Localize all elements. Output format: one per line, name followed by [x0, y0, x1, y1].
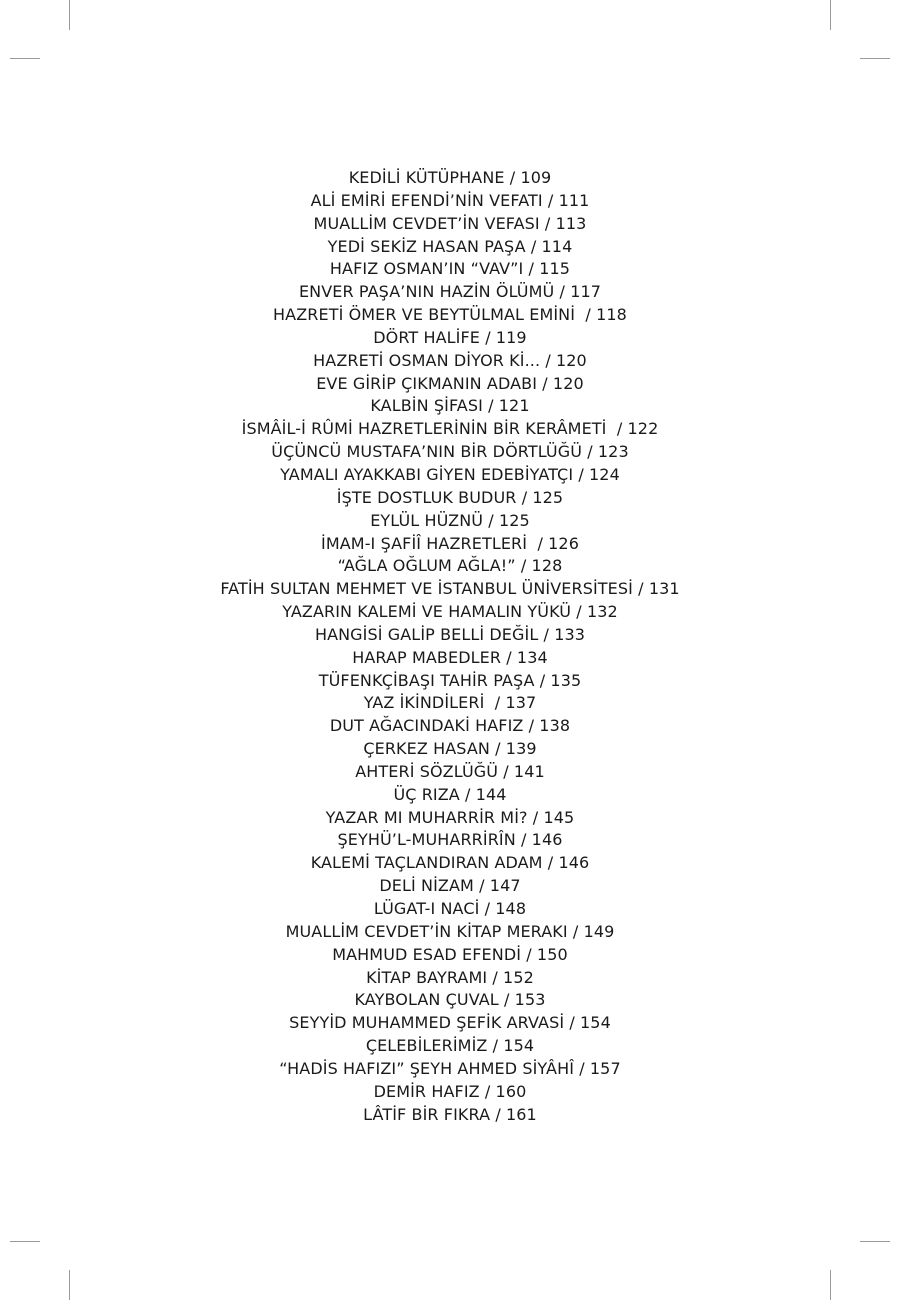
toc-entry: YAMALI AYAKKABI GİYEN EDEBİYATÇI / 124	[280, 464, 620, 484]
toc-entry: DUT AĞACINDAKİ HAFIZ / 138	[329, 716, 571, 736]
toc-entry: KİTAP BAYRAMI / 152	[366, 967, 534, 987]
toc-entry: HAFIZ OSMAN’IN “VAV”I / 115	[329, 259, 571, 279]
toc-entry: “AĞLA OĞLUM AĞLA!” / 128	[337, 556, 563, 576]
toc-entry: KEDİLİ KÜTÜPHANE / 109	[348, 168, 552, 187]
toc-entry: ÜÇ RIZA / 144	[393, 784, 507, 804]
crop-mark-bottom-right-vertical	[830, 1270, 831, 1300]
toc-entry: YAZ İKİNDİLERİ / 137	[363, 693, 537, 713]
toc-entry: YEDİ SEKİZ HASAN PAŞA / 114	[327, 236, 573, 256]
toc-entry: DEMİR HAFIZ / 160	[373, 1081, 527, 1101]
toc-entry: MAHMUD ESAD EFENDİ / 150	[332, 944, 568, 964]
toc-entry: DÖRT HALİFE / 119	[373, 327, 527, 347]
toc-entry: MUALLİM CEVDET’İN KİTAP MERAKI / 149	[285, 921, 615, 941]
toc-entry: İMAM-I ŞAFİÎ HAZRETLERİ / 126	[321, 533, 579, 553]
toc-entry: TÜFENKÇİBAŞI TAHİR PAŞA / 135	[318, 670, 582, 690]
crop-mark-top-right-horizontal	[860, 58, 890, 59]
toc-entry: FATİH SULTAN MEHMET VE İSTANBUL ÜNİVERSİTESİ / 131	[220, 579, 680, 599]
toc-entry: EVE GİRİP ÇIKMANIN ADABI / 120	[316, 373, 584, 393]
toc-entry: İŞTE DOSTLUK BUDUR / 125	[336, 487, 564, 507]
toc-entry: HAZRETİ ÖMER VE BEYTÜLMAL EMİNİ / 118	[273, 305, 627, 325]
toc-entry: ÇELEBİLERİMİZ / 154	[365, 1036, 535, 1056]
toc-entry: DELİ NİZAM / 147	[379, 876, 521, 896]
toc-entry: LÂTİF BİR FIKRA / 161	[363, 1104, 537, 1124]
toc-entry: KALBİN ŞİFASI / 121	[370, 396, 530, 416]
toc-entry: “HADİS HAFIZI” ŞEYH AHMED SİYÂHÎ / 157	[279, 1058, 621, 1078]
crop-mark-top-right-vertical	[830, 0, 831, 30]
crop-mark-top-left-horizontal	[10, 58, 40, 59]
toc-entry: KALEMİ TAÇLANDIRAN ADAM / 146	[310, 853, 590, 873]
toc-entry: HANGİSİ GALİP BELLİ DEĞİL / 133	[314, 624, 586, 644]
toc-entry: ÇERKEZ HASAN / 139	[363, 739, 537, 759]
toc-entry: ÜÇÜNCÜ MUSTAFA’NIN BİR DÖRTLÜĞÜ / 123	[271, 442, 629, 462]
crop-mark-bottom-right-horizontal	[860, 1241, 890, 1242]
table-of-contents	[0, 167, 900, 1126]
toc-entry: İSMÂİL-İ RÛMİ HAZRETLERİNİN BİR KERÂMETİ / 122	[241, 419, 659, 439]
toc-entry: YAZAR MI MUHARRİR Mİ? / 145	[325, 807, 575, 827]
toc-entry: AHTERİ SÖZLÜĞÜ / 141	[355, 761, 545, 781]
crop-mark-bottom-left-vertical	[69, 1270, 70, 1300]
toc-entry: HARAP MABEDLER / 134	[352, 647, 548, 667]
toc-entry: ALİ EMİRİ EFENDİ’NİN VEFATI / 111	[310, 190, 590, 210]
crop-mark-bottom-left-horizontal	[10, 1241, 40, 1242]
toc-entry: ENVER PAŞA’NIN HAZİN ÖLÜMÜ / 117	[298, 282, 602, 302]
toc-entry: HAZRETİ OSMAN DİYOR Kİ... / 120	[313, 350, 587, 370]
toc-entry: MUALLİM CEVDET’İN VEFASI / 113	[313, 213, 587, 233]
toc-entry: LÜGAT-I NACİ / 148	[373, 899, 527, 918]
toc-entry: ŞEYHÜ’L-MUHARRİRÎN / 146	[337, 830, 563, 850]
crop-mark-top-left-vertical	[69, 0, 70, 30]
toc-entry: EYLÜL HÜZNÜ / 125	[370, 510, 530, 530]
toc-entry: KAYBOLAN ÇUVAL / 153	[354, 990, 546, 1010]
toc-entry: YAZARIN KALEMİ VE HAMALIN YÜKÜ / 132	[282, 602, 618, 622]
toc-entry: SEYYİD MUHAMMED ŞEFİK ARVASİ / 154	[289, 1013, 611, 1033]
